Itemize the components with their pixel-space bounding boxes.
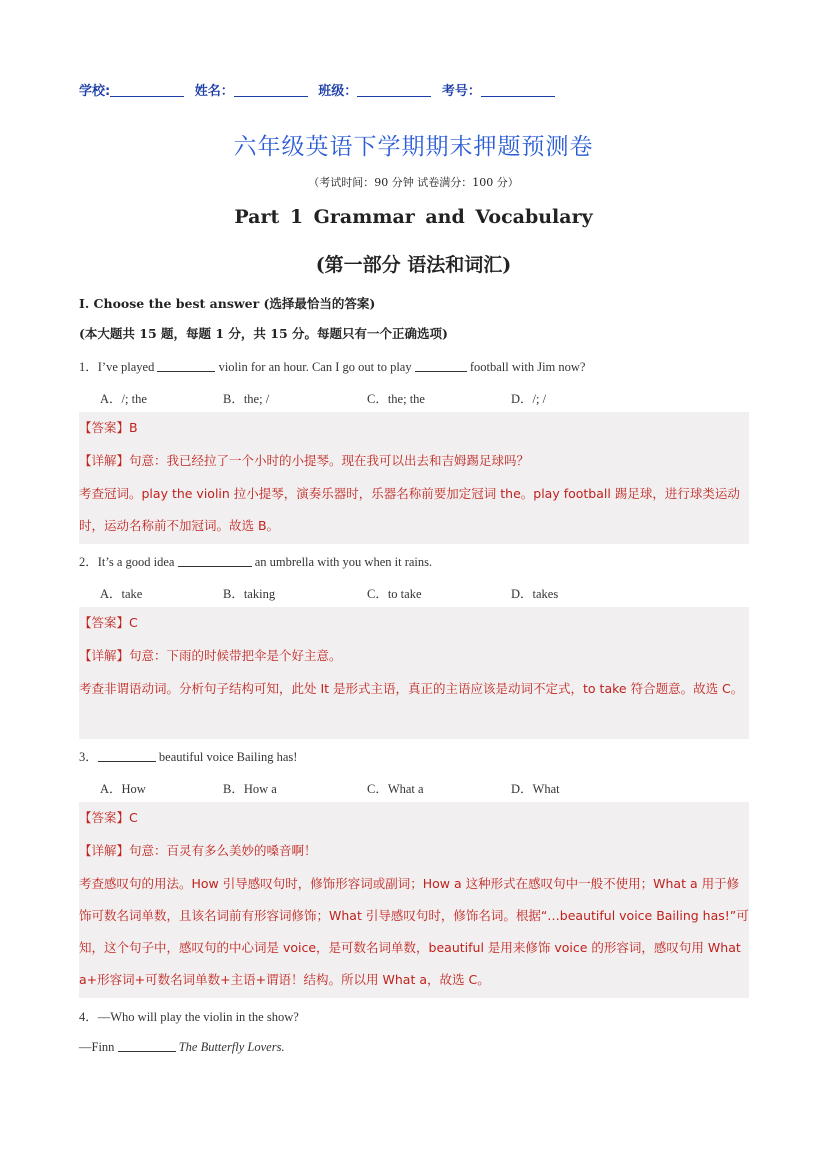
exam-subtitle: （考试时间：90 分钟 试卷满分：100 分）	[308, 176, 519, 189]
class-label: 班级：	[318, 84, 358, 99]
answer-explanation-3: 考查感叹句的用法。How 引导感叹句时，修饰形容词或副词；How a 这种形式在感叹句中一般不使用；What a 用于修饰可数名词单数，且该名词前有形容词修饰；What 引导感叹句时，修饰名词。根据“…beautiful voice Bailing has!”可知，这个句子中，感叹句的中心词是 voice，是可数名词单数，beautiful 是用来修饰 voice 的形容词，感叹句用 What a+形容词+可数名词单数+主语+谓语！结构。所以用 What a，故选 C。	[79, 876, 749, 987]
school-label: 学校:	[79, 84, 111, 99]
name-blank[interactable]	[234, 83, 308, 97]
question-4-reply: —Finn The Butterfly Lovers.	[79, 1040, 285, 1054]
option-c[interactable]: C．the; the	[367, 392, 425, 406]
option-b[interactable]: B．How a	[223, 782, 277, 796]
school-blank[interactable]	[110, 83, 184, 97]
answer-blank	[98, 749, 156, 762]
option-a[interactable]: A．/; the	[100, 392, 147, 406]
option-b[interactable]: B．the; /	[223, 392, 270, 406]
question-3-stem: 3． beautiful voice Bailing has!	[79, 750, 298, 764]
answer-explanation-1: 考查冠词。play the violin 拉小提琴，演奏乐器时，乐器名称前要加定冠词 the。play football 踢足球，进行球类运动时，运动名称前不加冠词。故选 B。	[79, 486, 740, 533]
question-1-stem: 1．I’ve played violin for an hour. Can I go out to play football with Jim now?	[79, 360, 586, 374]
part-subtitle: (第一部分 语法和词汇)	[315, 254, 512, 276]
question-4-stem: 4．—Who will play the violin in the show?	[79, 1010, 299, 1024]
answer-detail-1: 【详解】句意：我已经拉了一个小时的小提琴。现在我可以出去和吉姆踢足球吗？	[79, 453, 530, 468]
option-a[interactable]: A．take	[100, 587, 143, 601]
book-title: The Butterfly Lovers.	[178, 1040, 285, 1054]
option-d[interactable]: D．What	[511, 782, 560, 796]
answer-detail-3: 【详解】句意：百灵有多么美妙的嗓音啊！	[79, 843, 317, 858]
answer-blank	[157, 359, 215, 372]
part-title: Part 1 Grammar and Vocabulary	[234, 206, 593, 228]
section-heading: I. Choose the best answer (选择最恰当的答案)	[79, 296, 376, 311]
option-b[interactable]: B．taking	[223, 587, 276, 601]
answer-explanation-2: 考查非谓语动词。分析句子结构可知，此处 It 是形式主语，真正的主语应该是动词不定式，to take 符合题意。故选 C。	[79, 681, 744, 696]
question-2-stem: 2．It’s a good idea an umbrella with you when it rains.	[79, 555, 433, 569]
exam-title: 六年级英语下学期期末押题预测卷	[233, 134, 594, 160]
option-c[interactable]: C．What a	[367, 782, 424, 796]
option-d[interactable]: D．/; /	[511, 392, 547, 406]
answer-blank	[415, 359, 467, 372]
answer-blank	[178, 554, 252, 567]
answer-key-2: 【答案】C	[79, 615, 138, 630]
exam-number-blank[interactable]	[481, 83, 555, 97]
option-d[interactable]: D．takes	[511, 587, 559, 601]
name-label: 姓名：	[194, 84, 234, 99]
answer-key-3: 【答案】C	[79, 810, 138, 825]
section-instruction: (本大题共 15 题，每题 1 分，共 15 分。每题只有一个正确选项)	[79, 326, 448, 341]
answer-blank	[118, 1039, 176, 1052]
option-c[interactable]: C．to take	[367, 587, 422, 601]
option-a[interactable]: A．How	[100, 782, 146, 796]
answer-detail-2: 【详解】句意：下雨的时候带把伞是个好主意。	[79, 648, 342, 663]
class-blank[interactable]	[357, 83, 431, 97]
student-info-header	[79, 80, 559, 99]
exam-number-label: 考号：	[441, 84, 481, 99]
answer-key-1: 【答案】B	[79, 420, 138, 435]
